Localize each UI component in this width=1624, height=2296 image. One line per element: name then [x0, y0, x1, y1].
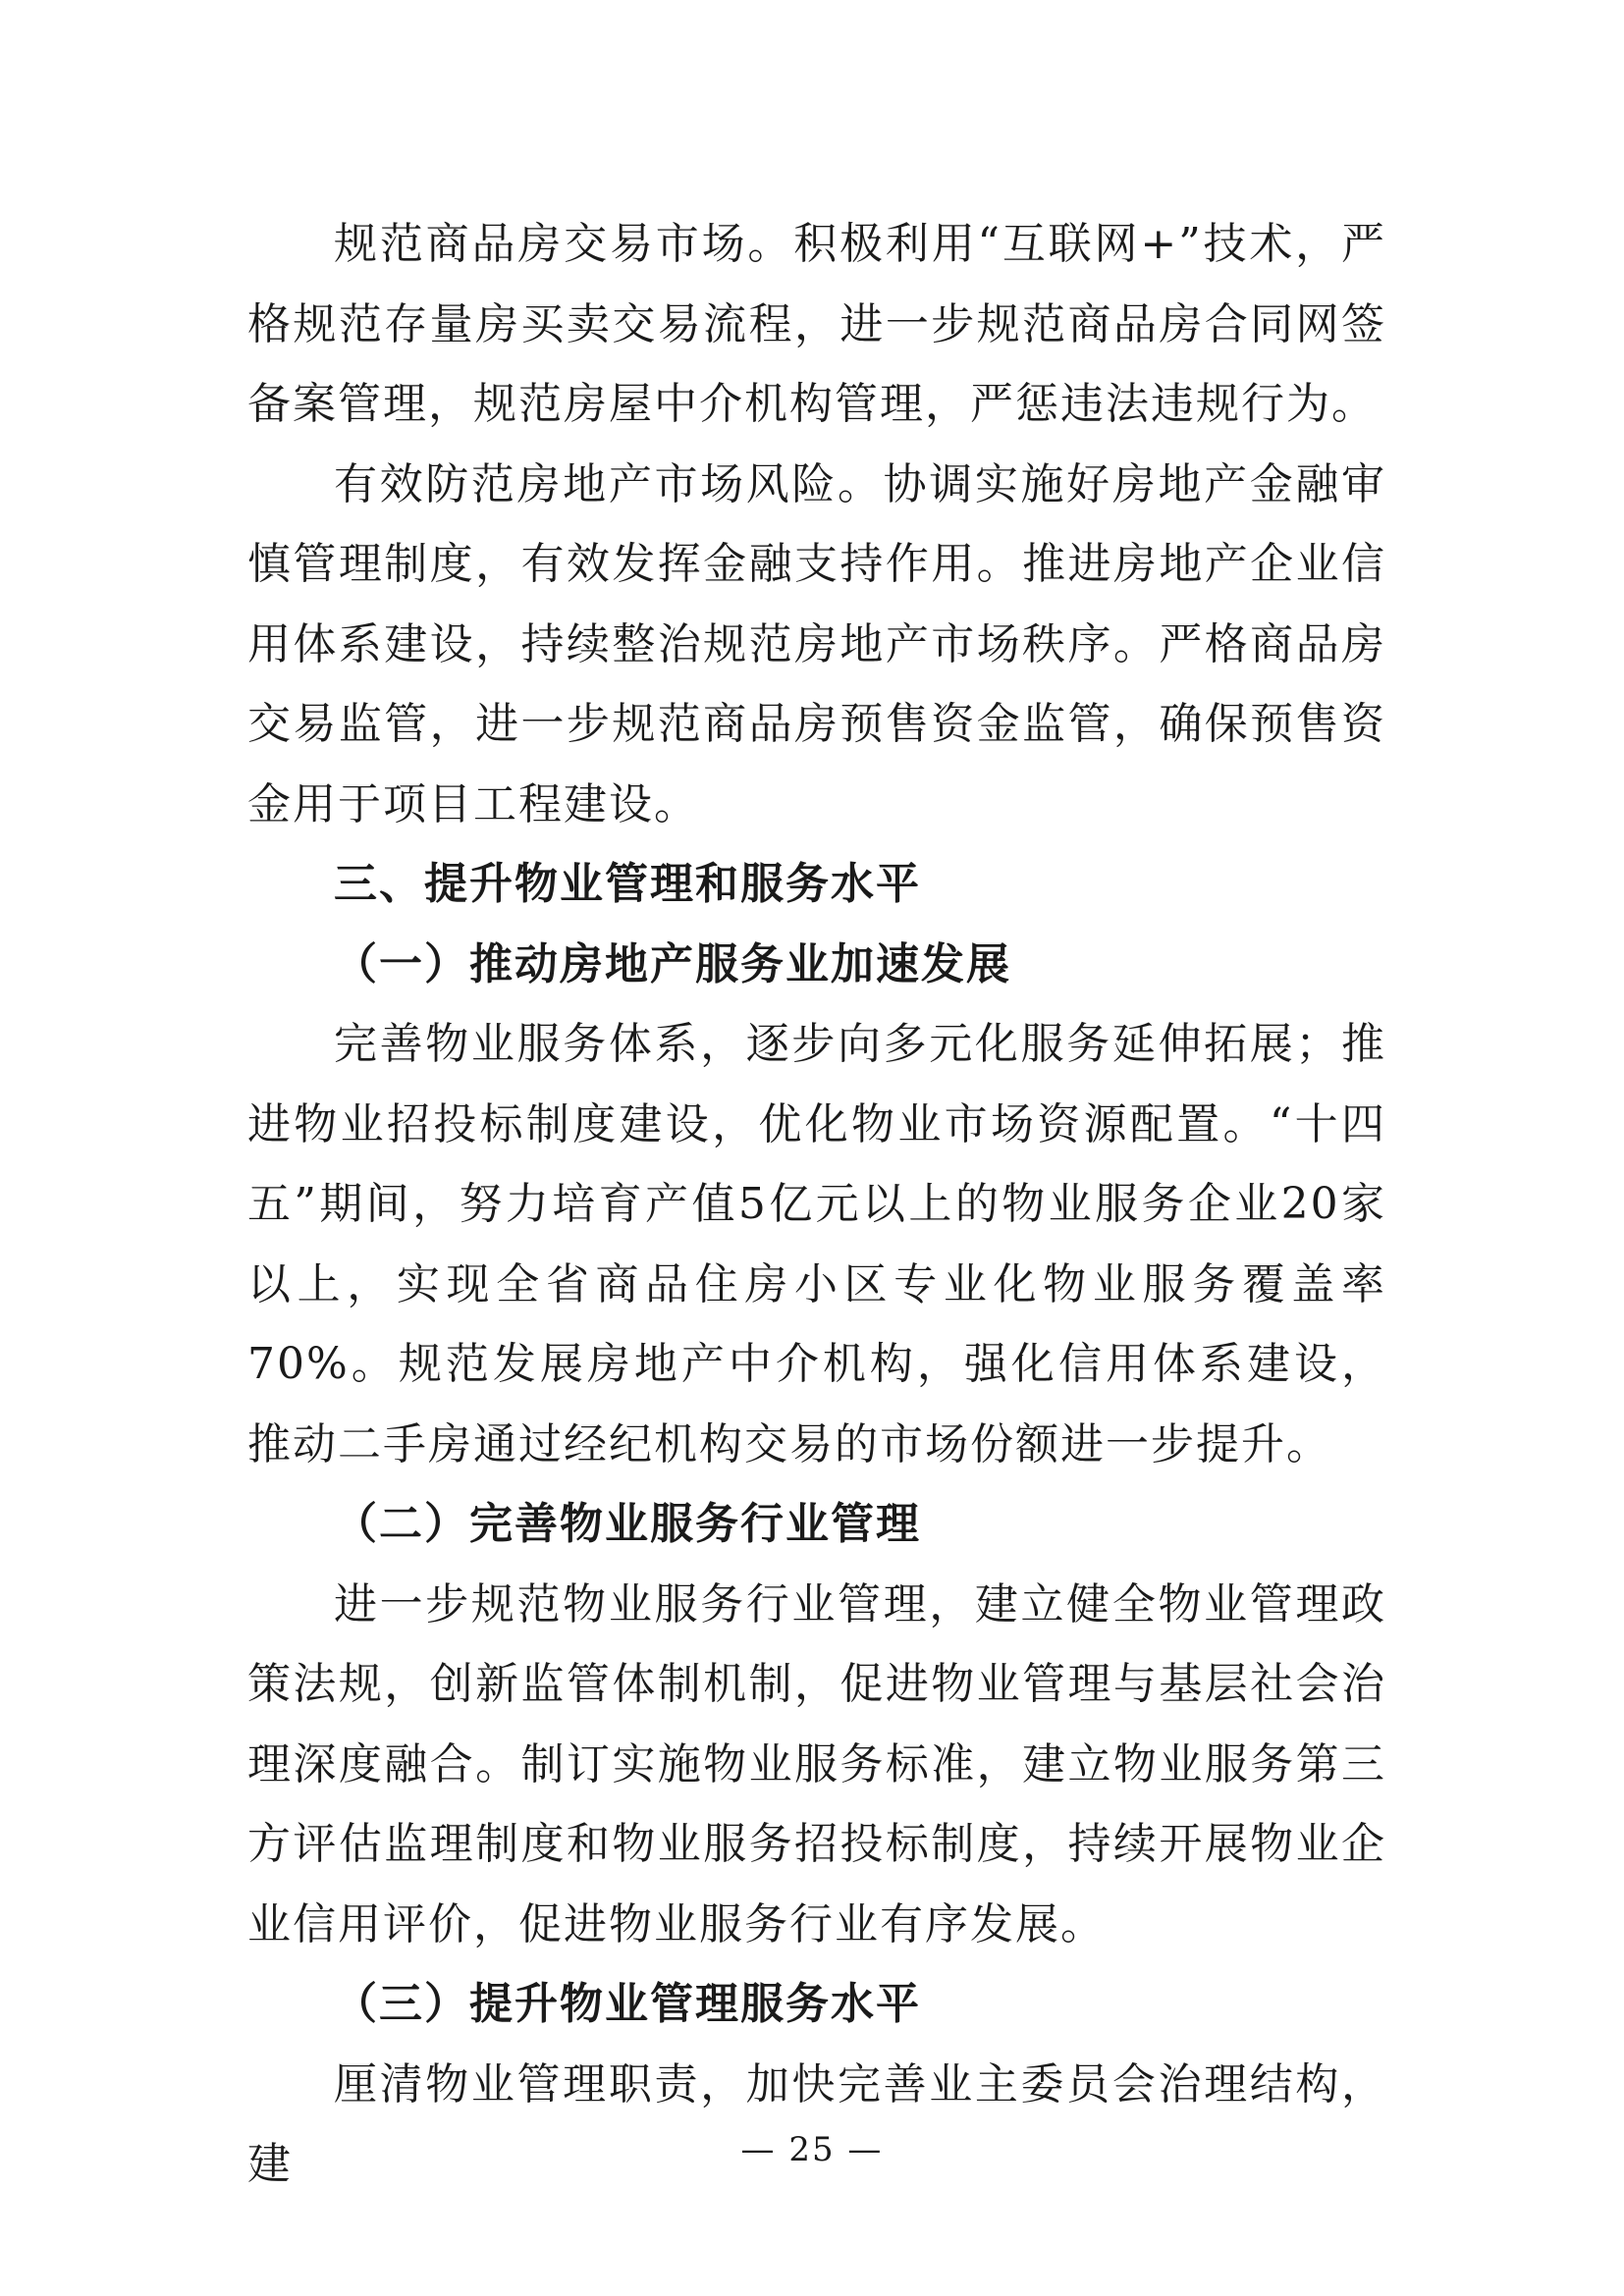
paragraph-regulate-housing-market: 规范商品房交易市场。积极利用“互联网+”技术，严格规范存量房买卖交易流程，进一步规范商品房合同网签备案管理，规范房屋中介机构管理，严惩违法违规行为。	[247, 219, 1386, 429]
paragraph-management-duties: 厘清物业管理职责，加快完善业主委员会治理结构，建	[247, 2058, 1386, 2189]
subsection-heading-2: （二）完善物业服务行业管理	[334, 1499, 921, 1549]
page-number: — 25 —	[740, 2130, 884, 2169]
paragraph-industry-management: 进一步规范物业服务行业管理，建立健全物业管理政策法规，创新监管体制机制，促进物业管理与基层社会治理深度融合。制订实施物业服务标准，建立物业服务第三方评估监理制度和物业服务招投标制度，持续开展物业企业信用评价，促进物业服务行业有序发展。	[247, 1578, 1386, 1949]
subsection-heading-1: （一）推动房地产服务业加速发展	[334, 938, 1011, 989]
document-body	[247, 204, 1386, 2205]
paragraph-prevent-market-risk: 有效防范房地产市场风险。协调实施好房地产金融审慎管理制度，有效发挥金融支持作用。推进房地产企业信用体系建设，持续整治规范房地产市场秩序。严格商品房交易监管，进一步规范商品房预售资金监管，确保预售资金用于项目工程建设。	[247, 458, 1386, 829]
subsection-heading-3: （三）提升物业管理服务水平	[334, 1979, 921, 2029]
paragraph-property-service-system: 完善物业服务体系，逐步向多元化服务延伸拓展；推进物业招投标制度建设，优化物业市场资源配置。“十四五”期间，努力培育产值5亿元以上的物业服务企业20家以上，实现全省商品住房小区专业化物业服务覆盖率70%。规范发展房地产中介机构，强化信用体系建设，推动二手房通过经纪机构交易的市场份额进一步提升。	[247, 1019, 1386, 1469]
section-heading-3: 三、提升物业管理和服务水平	[334, 859, 921, 909]
